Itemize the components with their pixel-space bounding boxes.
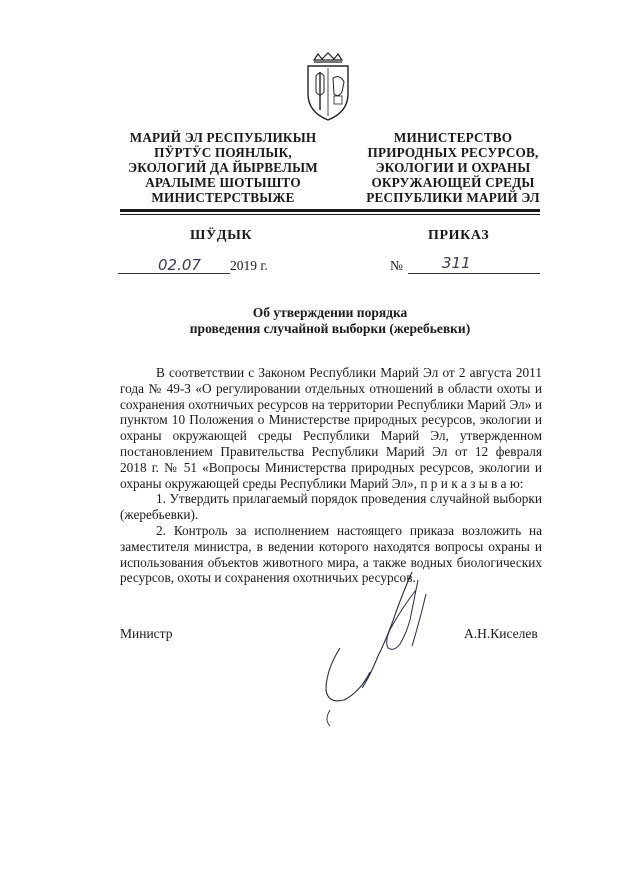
header-right-ministry-name (348, 130, 558, 205)
header-left-line: ПӰРТӰС ПОЯНЛЫК, (154, 145, 292, 160)
header-left-line: АРАЛЫМЕ ШОТЫШТО (145, 175, 301, 190)
number-underline (408, 273, 540, 274)
handwritten-signature (300, 560, 450, 730)
header-right-line: ПРИРОДНЫХ РЕСУРСОВ, (367, 145, 539, 160)
header-left-ministry-name (118, 130, 328, 205)
body-paragraph: 2. Контроль за исполнением настоящего приказа возложить на заместителя министра, в ведении которого находятся вопросы охраны и использования объектов животного мира, а также водных биологических ресурсов, охоты и сохранения охотничьих ресурсов. (120, 522, 542, 586)
header-right-line: РЕСПУБЛИКИ МАРИЙ ЭЛ (366, 190, 540, 205)
header-divider-thin (120, 214, 540, 215)
header-left-line: ЭКОЛОГИЙ ДА ЙЫРВЕЛЫМ (128, 160, 318, 175)
body-paragraph: 1. Утвердить прилагаемый порядок проведения случайной выборки (жеребьевки). (120, 491, 542, 523)
doc-type-russian: ПРИКАЗ (428, 228, 490, 243)
date-handwritten: 02.07 (158, 256, 201, 274)
coat-of-arms-emblem (300, 52, 356, 122)
header-divider-thick (120, 209, 540, 212)
title-line: Об утверждении порядка (252, 305, 408, 320)
title-line: проведения случайной выборки (жеребьевки) (189, 321, 471, 336)
header-right-line: МИНИСТЕРСТВО (393, 130, 513, 145)
header-left-line: МИНИСТЕРСТВЫЖЕ (151, 190, 295, 205)
number-handwritten: 311 (442, 254, 471, 272)
body-paragraph: В соответствии с Законом Республики Марий Эл от 2 августа 2011 года № 49-З «О регулировании отдельных отношений в области охоты и сохранения охотничьих ресурсов на территории Республики Марий Эл» и пунктом 10 Положения о Министерстве природных ресурсов, экологии и охраны окружающей среды Республики Марий Эл, утвержденном постановлением Правительства Республики Марий Эл от 12 февраля 2018 г. № 51 «Вопросы Министерства природных ресурсов, экологии и охраны окружающей среды Республики Марий Эл», п р и к а з ы в а ю: (120, 365, 542, 491)
signatory-name: А.Н.Киселев (464, 626, 538, 641)
header-right-line: ОКРУЖАЮЩЕЙ СРЕДЫ (371, 175, 535, 190)
document-title (150, 305, 510, 337)
doc-type-mari: ШӰДЫК (190, 228, 253, 243)
document-body (120, 365, 542, 586)
number-sign: № (390, 258, 403, 273)
header-left-line: МАРИЙ ЭЛ РЕСПУБЛИКЫН (129, 130, 317, 145)
date-year: 2019 г. (230, 258, 268, 273)
signatory-role: Министр (120, 626, 173, 641)
header-right-line: ЭКОЛОГИИ И ОХРАНЫ (375, 160, 531, 175)
